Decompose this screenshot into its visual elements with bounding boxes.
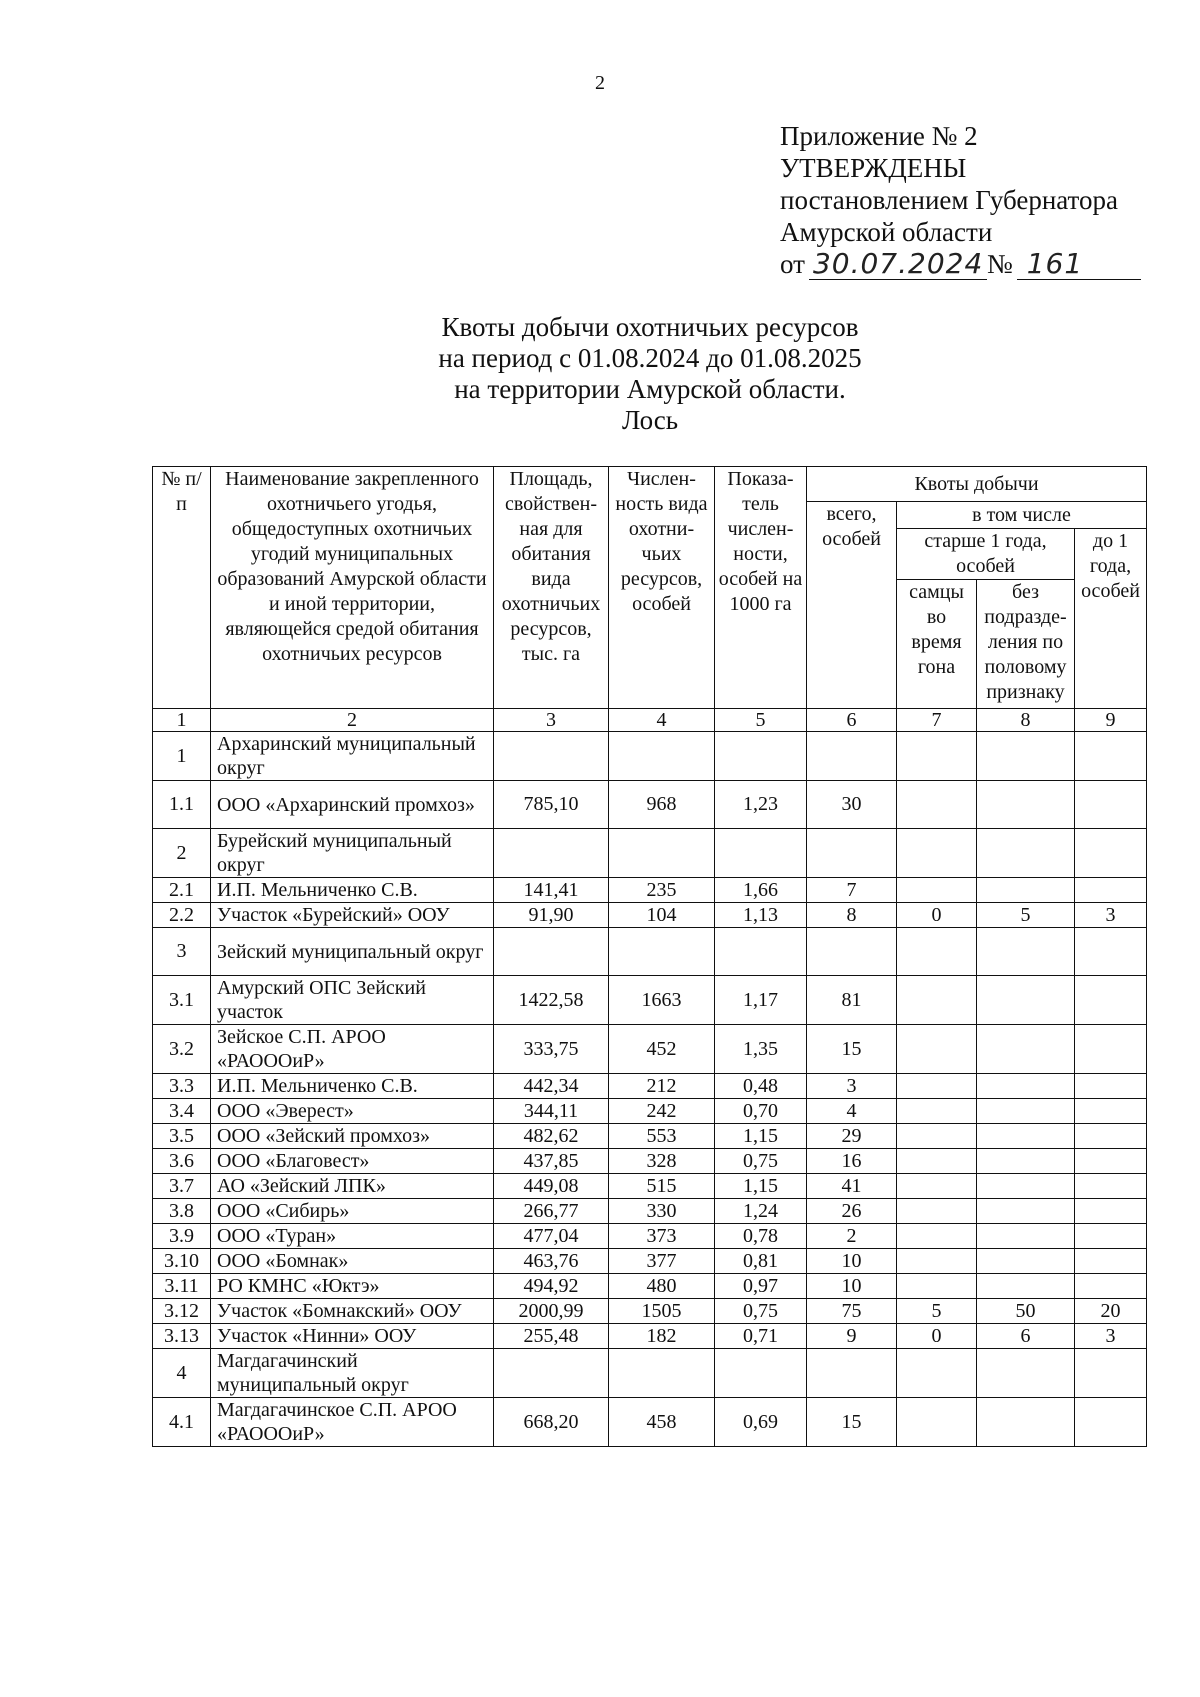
table-row [153,903,1147,928]
population-cell: 377 [609,1249,715,1274]
population-cell: 182 [609,1324,715,1349]
handwritten-number: 161 [1017,249,1141,280]
population-cell: 373 [609,1224,715,1249]
quota-under1-cell: 3 [1075,903,1147,928]
row-number-cell: 3.12 [153,1299,211,1324]
quota-total-cell: 7 [807,878,897,903]
area-cell: 333,75 [494,1025,609,1074]
population-cell: 242 [609,1099,715,1124]
quota-males-cell [897,976,977,1025]
quota-nosex-cell [977,1249,1075,1274]
quota-males-cell [897,1398,977,1447]
quota-total-cell [807,829,897,878]
quota-males-cell: 0 [897,903,977,928]
quota-males-cell [897,1025,977,1074]
hunting-ground-name-cell: И.П. Мельниченко С.В. [211,1074,494,1099]
quota-nosex-cell [977,928,1075,976]
header-total: всего, особей [807,502,897,709]
hunting-ground-name-cell: ООО «Туран» [211,1224,494,1249]
quota-under1-cell [1075,1249,1147,1274]
column-number-cell: 4 [609,709,715,732]
area-cell: 141,41 [494,878,609,903]
hunting-ground-name-cell: АО «Зейский ЛПК» [211,1174,494,1199]
hunting-ground-name-cell: Участок «Нинни» ООУ [211,1324,494,1349]
header-name: Наименование закрепленного охотничьего угодья, общедоступных охотничьих угодий муниципальных образований Амурской области и иной территории, являющейся средой обитания охотничьих ресурсов [211,467,494,709]
column-number-cell: 1 [153,709,211,732]
quota-nosex-cell [977,1025,1075,1074]
column-number-row [153,709,1147,732]
document-title [0,312,1200,436]
quota-nosex-cell [977,1149,1075,1174]
handwritten-date: 30.07.2024 [809,249,987,280]
density-index-cell: 0,70 [715,1099,807,1124]
hunting-ground-name-cell: Амурский ОПС Зейский участок [211,976,494,1025]
area-cell: 668,20 [494,1398,609,1447]
population-cell [609,732,715,781]
table-row [153,829,1147,878]
row-number-cell: 3.5 [153,1124,211,1149]
density-index-cell: 0,75 [715,1149,807,1174]
row-number-cell: 4.1 [153,1398,211,1447]
quota-nosex-cell [977,1349,1075,1398]
table-row [153,1199,1147,1224]
quota-nosex-cell [977,976,1075,1025]
column-number-cell: 8 [977,709,1075,732]
appendix-label: Приложение № 2 [780,121,978,151]
table-row [153,976,1147,1025]
area-cell: 344,11 [494,1099,609,1124]
hunting-ground-name-cell: Зейское С.П. АРОО «РАОООиР» [211,1025,494,1074]
quota-males-cell [897,1249,977,1274]
quota-total-cell: 9 [807,1324,897,1349]
quota-total-cell: 26 [807,1199,897,1224]
population-cell: 1663 [609,976,715,1025]
quota-nosex-cell [977,1224,1075,1249]
area-cell: 442,34 [494,1074,609,1099]
hunting-ground-name-cell: ООО «Архаринский промхоз» [211,781,494,829]
hunting-ground-name-cell: ООО «Благовест» [211,1149,494,1174]
page-number: 2 [595,72,605,94]
header-area: Площадь, свойствен-ная для обитания вида охотничьих ресурсов, тыс. га [494,467,609,709]
density-index-cell: 1,24 [715,1199,807,1224]
row-number-cell: 3.8 [153,1199,211,1224]
decree-date-line [780,248,1141,280]
row-number-cell: 1.1 [153,781,211,829]
area-cell: 494,92 [494,1274,609,1299]
row-number-cell: 1 [153,732,211,781]
quota-males-cell [897,1099,977,1124]
table-row [153,1149,1147,1174]
hunting-ground-name-cell: И.П. Мельниченко С.В. [211,878,494,903]
number-prefix: № [986,249,1013,279]
row-number-cell: 3.10 [153,1249,211,1274]
quota-males-cell: 5 [897,1299,977,1324]
quota-total-cell: 8 [807,903,897,928]
quota-under1-cell [1075,976,1147,1025]
quota-nosex-cell [977,1174,1075,1199]
quota-under1-cell [1075,1025,1147,1074]
column-number-cell: 7 [897,709,977,732]
quota-total-cell: 81 [807,976,897,1025]
density-index-cell [715,829,807,878]
header-under1: до 1 года, особей [1075,529,1147,709]
table-row [153,781,1147,829]
hunting-ground-name-cell: Магдагачинское С.П. АРОО «РАОООиР» [211,1398,494,1447]
quota-males-cell [897,928,977,976]
area-cell: 255,48 [494,1324,609,1349]
quota-under1-cell [1075,732,1147,781]
row-number-cell: 3.6 [153,1149,211,1174]
quota-males-cell [897,1149,977,1174]
table-row [153,1349,1147,1398]
decree-label: постановлением Губернатора [780,185,1118,215]
quota-table-body [153,732,1147,1447]
quota-under1-cell [1075,1174,1147,1199]
area-cell [494,829,609,878]
population-cell: 328 [609,1149,715,1174]
area-cell: 1422,58 [494,976,609,1025]
density-index-cell: 0,69 [715,1398,807,1447]
quota-males-cell [897,829,977,878]
table-row [153,1025,1147,1074]
row-number-cell: 3.3 [153,1074,211,1099]
row-number-cell: 2 [153,829,211,878]
table-row [153,1174,1147,1199]
quota-total-cell: 16 [807,1149,897,1174]
quota-nosex-cell: 6 [977,1324,1075,1349]
header-males: самцы во время гона [897,580,977,709]
density-index-cell: 1,15 [715,1124,807,1149]
quota-under1-cell: 3 [1075,1324,1147,1349]
quota-under1-cell [1075,928,1147,976]
population-cell: 235 [609,878,715,903]
row-number-cell: 3.11 [153,1274,211,1299]
column-number-cell: 5 [715,709,807,732]
date-prefix: от [780,249,805,279]
title-line-3: на территории Амурской области. [454,374,846,404]
row-number-cell: 3 [153,928,211,976]
density-index-cell [715,1349,807,1398]
population-cell: 104 [609,903,715,928]
quota-males-cell: 0 [897,1324,977,1349]
hunting-ground-name-cell: Магдагачинский муниципальный округ [211,1349,494,1398]
quota-total-cell [807,1349,897,1398]
quota-under1-cell [1075,1124,1147,1149]
table-row [153,1249,1147,1274]
quota-under1-cell [1075,1199,1147,1224]
title-line-2: на период с 01.08.2024 до 01.08.2025 [438,343,862,373]
header-count: Числен-ность вида охотни-чьих ресурсов, особей [609,467,715,709]
table-row [153,1299,1147,1324]
quota-total-cell: 29 [807,1124,897,1149]
header-quota: Квоты добычи [807,467,1147,502]
area-cell: 449,08 [494,1174,609,1199]
density-index-cell: 1,66 [715,878,807,903]
header-including: в том числе [897,502,1147,529]
header-older: старше 1 года, особей [897,529,1075,580]
quota-males-cell [897,781,977,829]
quota-under1-cell [1075,1149,1147,1174]
quota-males-cell [897,878,977,903]
quota-nosex-cell [977,1099,1075,1124]
quota-nosex-cell [977,829,1075,878]
quota-males-cell [897,1224,977,1249]
hunting-ground-name-cell: РО КМНС «Юктэ» [211,1274,494,1299]
quota-males-cell [897,732,977,781]
quota-under1-cell [1075,1074,1147,1099]
quota-males-cell [897,1199,977,1224]
quota-nosex-cell [977,878,1075,903]
header-index: Показа-тель числен-ности, особей на 1000 га [715,467,807,709]
quota-nosex-cell: 50 [977,1299,1075,1324]
population-cell [609,1349,715,1398]
quota-under1-cell [1075,829,1147,878]
area-cell [494,928,609,976]
population-cell: 212 [609,1074,715,1099]
row-number-cell: 3.4 [153,1099,211,1124]
column-number-cell: 3 [494,709,609,732]
area-cell: 463,76 [494,1249,609,1274]
quota-under1-cell [1075,1224,1147,1249]
quota-nosex-cell [977,1274,1075,1299]
density-index-cell [715,732,807,781]
area-cell: 437,85 [494,1149,609,1174]
row-number-cell: 3.1 [153,976,211,1025]
area-cell: 482,62 [494,1124,609,1149]
quota-nosex-cell: 5 [977,903,1075,928]
density-index-cell: 0,71 [715,1324,807,1349]
area-cell [494,732,609,781]
quota-males-cell [897,1074,977,1099]
hunting-ground-name-cell: Зейский муниципальный округ [211,928,494,976]
quota-under1-cell [1075,1274,1147,1299]
area-cell: 266,77 [494,1199,609,1224]
hunting-ground-name-cell: Бурейский муниципальный округ [211,829,494,878]
quota-nosex-cell [977,732,1075,781]
quota-under1-cell: 20 [1075,1299,1147,1324]
quota-nosex-cell [977,1074,1075,1099]
header-nosex: без подразде-ления по половому признаку [977,580,1075,709]
hunting-ground-name-cell: ООО «Зейский промхоз» [211,1124,494,1149]
quota-table [152,466,1147,1447]
population-cell: 452 [609,1025,715,1074]
area-cell: 2000,99 [494,1299,609,1324]
table-row [153,1099,1147,1124]
quota-males-cell [897,1349,977,1398]
hunting-ground-name-cell: ООО «Бомнак» [211,1249,494,1274]
table-row [153,732,1147,781]
area-cell: 785,10 [494,781,609,829]
quota-total-cell: 30 [807,781,897,829]
density-index-cell: 0,78 [715,1224,807,1249]
quota-males-cell [897,1124,977,1149]
density-index-cell: 0,48 [715,1074,807,1099]
density-index-cell: 1,17 [715,976,807,1025]
quota-total-cell: 10 [807,1274,897,1299]
row-number-cell: 2.2 [153,903,211,928]
column-number-cell: 6 [807,709,897,732]
area-cell [494,1349,609,1398]
quota-under1-cell [1075,878,1147,903]
row-number-cell: 4 [153,1349,211,1398]
table-row [153,1124,1147,1149]
approved-label: УТВЕРЖДЕНЫ [780,153,967,183]
area-cell: 477,04 [494,1224,609,1249]
hunting-ground-name-cell: ООО «Эверест» [211,1099,494,1124]
table-row [153,878,1147,903]
quota-males-cell [897,1274,977,1299]
quota-total-cell: 15 [807,1025,897,1074]
title-line-4: Лось [621,405,679,435]
quota-under1-cell [1075,781,1147,829]
row-number-cell: 3.2 [153,1025,211,1074]
hunting-ground-name-cell: Архаринский муниципальный округ [211,732,494,781]
column-number-cell: 9 [1075,709,1147,732]
quota-nosex-cell [977,1398,1075,1447]
quota-under1-cell [1075,1398,1147,1447]
density-index-cell: 0,81 [715,1249,807,1274]
approval-block [780,120,1141,280]
quota-nosex-cell [977,1199,1075,1224]
quota-total-cell [807,732,897,781]
quota-nosex-cell [977,781,1075,829]
population-cell: 1505 [609,1299,715,1324]
quota-total-cell: 10 [807,1249,897,1274]
population-cell [609,928,715,976]
population-cell: 458 [609,1398,715,1447]
table-row [153,1224,1147,1249]
area-cell: 91,90 [494,903,609,928]
row-number-cell: 3.13 [153,1324,211,1349]
density-index-cell: 1,15 [715,1174,807,1199]
hunting-ground-name-cell: Участок «Бомнакский» ООУ [211,1299,494,1324]
quota-total-cell: 2 [807,1224,897,1249]
table-row [153,928,1147,976]
title-line-1: Квоты добычи охотничьих ресурсов [441,312,859,342]
quota-under1-cell [1075,1349,1147,1398]
column-number-cell: 2 [211,709,494,732]
hunting-ground-name-cell: ООО «Сибирь» [211,1199,494,1224]
population-cell: 968 [609,781,715,829]
quota-total-cell: 41 [807,1174,897,1199]
hunting-ground-name-cell: Участок «Бурейский» ООУ [211,903,494,928]
population-cell: 553 [609,1124,715,1149]
quota-total-cell [807,928,897,976]
table-row [153,1324,1147,1349]
row-number-cell: 3.7 [153,1174,211,1199]
density-index-cell: 1,35 [715,1025,807,1074]
population-cell: 480 [609,1274,715,1299]
row-number-cell: 3.9 [153,1224,211,1249]
table-row [153,1074,1147,1099]
population-cell: 515 [609,1174,715,1199]
header-no: № п/п [153,467,211,709]
quota-total-cell: 75 [807,1299,897,1324]
quota-males-cell [897,1174,977,1199]
quota-total-cell: 15 [807,1398,897,1447]
density-index-cell: 0,97 [715,1274,807,1299]
table-row [153,1398,1147,1447]
quota-nosex-cell [977,1124,1075,1149]
table-row [153,1274,1147,1299]
row-number-cell: 2.1 [153,878,211,903]
population-cell: 330 [609,1199,715,1224]
density-index-cell: 1,13 [715,903,807,928]
population-cell [609,829,715,878]
quota-total-cell: 3 [807,1074,897,1099]
quota-under1-cell [1075,1099,1147,1124]
density-index-cell: 1,23 [715,781,807,829]
density-index-cell [715,928,807,976]
density-index-cell: 0,75 [715,1299,807,1324]
region-label: Амурской области [780,217,993,247]
quota-total-cell: 4 [807,1099,897,1124]
